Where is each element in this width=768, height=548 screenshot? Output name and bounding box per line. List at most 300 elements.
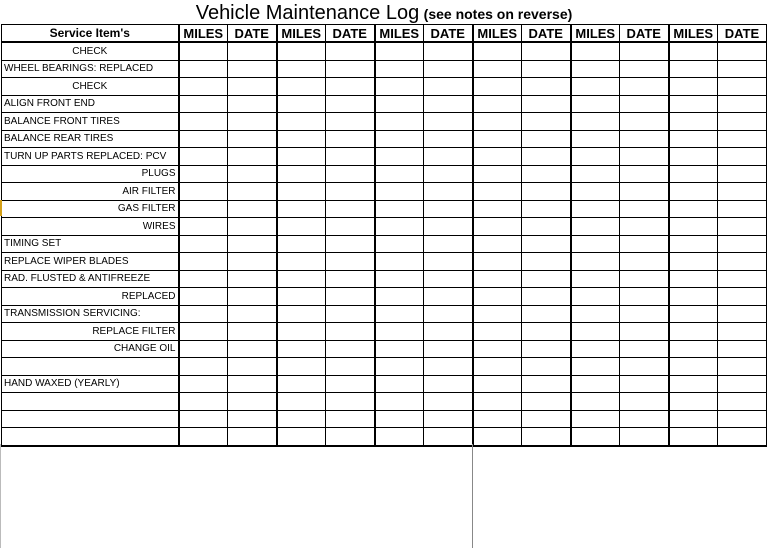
date-cell[interactable] [228, 358, 277, 376]
miles-cell[interactable] [277, 148, 326, 166]
miles-cell[interactable] [179, 200, 228, 218]
date-cell[interactable] [522, 130, 571, 148]
date-cell[interactable] [620, 183, 669, 201]
miles-cell[interactable] [571, 323, 620, 341]
miles-cell[interactable] [375, 200, 424, 218]
date-cell[interactable] [228, 288, 277, 306]
date-cell[interactable] [620, 410, 669, 428]
miles-cell[interactable] [571, 305, 620, 323]
miles-cell[interactable] [375, 235, 424, 253]
date-cell[interactable] [424, 165, 473, 183]
service-item-label[interactable]: TRANSMISSION SERVICING: [2, 305, 179, 323]
date-cell[interactable] [718, 270, 767, 288]
date-cell[interactable] [326, 42, 375, 60]
miles-cell[interactable] [669, 95, 718, 113]
date-cell[interactable] [424, 60, 473, 78]
miles-cell[interactable] [179, 130, 228, 148]
service-item-label[interactable]: WHEEL BEARINGS: REPLACED [2, 60, 179, 78]
miles-cell[interactable] [473, 165, 522, 183]
miles-cell[interactable] [277, 270, 326, 288]
date-cell[interactable] [718, 375, 767, 393]
date-cell[interactable] [424, 200, 473, 218]
miles-cell[interactable] [179, 218, 228, 236]
date-cell[interactable] [718, 218, 767, 236]
date-cell[interactable] [620, 60, 669, 78]
date-cell[interactable] [522, 235, 571, 253]
date-cell[interactable] [718, 235, 767, 253]
date-cell[interactable] [326, 288, 375, 306]
date-cell[interactable] [326, 358, 375, 376]
date-cell[interactable] [718, 410, 767, 428]
miles-cell[interactable] [375, 183, 424, 201]
date-cell[interactable] [718, 340, 767, 358]
miles-cell[interactable] [179, 358, 228, 376]
date-cell[interactable] [326, 78, 375, 96]
miles-cell[interactable] [571, 148, 620, 166]
miles-column-header[interactable]: MILES [669, 25, 718, 43]
date-cell[interactable] [424, 358, 473, 376]
date-cell[interactable] [228, 410, 277, 428]
date-cell[interactable] [522, 113, 571, 131]
miles-cell[interactable] [473, 410, 522, 428]
service-item-label[interactable] [2, 428, 179, 446]
date-cell[interactable] [228, 340, 277, 358]
date-column-header[interactable]: DATE [228, 25, 277, 43]
service-item-label[interactable]: CHECK [2, 42, 179, 60]
service-item-label[interactable]: REPLACE WIPER BLADES [2, 253, 179, 271]
date-cell[interactable] [228, 42, 277, 60]
date-cell[interactable] [228, 270, 277, 288]
miles-cell[interactable] [179, 95, 228, 113]
miles-cell[interactable] [473, 358, 522, 376]
miles-cell[interactable] [473, 95, 522, 113]
miles-cell[interactable] [179, 323, 228, 341]
date-cell[interactable] [522, 60, 571, 78]
date-cell[interactable] [718, 358, 767, 376]
service-item-label[interactable]: GAS FILTER [2, 200, 179, 218]
miles-cell[interactable] [375, 358, 424, 376]
miles-cell[interactable] [375, 78, 424, 96]
date-cell[interactable] [326, 165, 375, 183]
miles-cell[interactable] [473, 183, 522, 201]
date-cell[interactable] [522, 253, 571, 271]
miles-cell[interactable] [277, 393, 326, 411]
miles-cell[interactable] [375, 410, 424, 428]
miles-column-header[interactable]: MILES [179, 25, 228, 43]
miles-cell[interactable] [179, 113, 228, 131]
miles-cell[interactable] [277, 218, 326, 236]
miles-cell[interactable] [277, 323, 326, 341]
date-cell[interactable] [718, 288, 767, 306]
service-item-label[interactable]: CHECK [2, 78, 179, 96]
date-cell[interactable] [620, 95, 669, 113]
date-cell[interactable] [620, 323, 669, 341]
miles-cell[interactable] [571, 200, 620, 218]
miles-cell[interactable] [473, 375, 522, 393]
miles-cell[interactable] [277, 42, 326, 60]
date-cell[interactable] [522, 270, 571, 288]
date-column-header[interactable]: DATE [326, 25, 375, 43]
date-cell[interactable] [326, 340, 375, 358]
date-cell[interactable] [620, 270, 669, 288]
date-cell[interactable] [424, 410, 473, 428]
miles-cell[interactable] [571, 130, 620, 148]
date-cell[interactable] [326, 253, 375, 271]
date-cell[interactable] [424, 78, 473, 96]
date-cell[interactable] [424, 95, 473, 113]
date-cell[interactable] [718, 130, 767, 148]
miles-cell[interactable] [277, 200, 326, 218]
service-item-label[interactable]: AIR FILTER [2, 183, 179, 201]
miles-cell[interactable] [375, 113, 424, 131]
miles-cell[interactable] [571, 165, 620, 183]
date-cell[interactable] [326, 218, 375, 236]
date-cell[interactable] [522, 183, 571, 201]
miles-cell[interactable] [669, 183, 718, 201]
date-cell[interactable] [522, 42, 571, 60]
date-cell[interactable] [718, 148, 767, 166]
date-cell[interactable] [718, 42, 767, 60]
miles-cell[interactable] [669, 393, 718, 411]
date-cell[interactable] [228, 113, 277, 131]
miles-cell[interactable] [669, 218, 718, 236]
service-item-label[interactable]: WIRES [2, 218, 179, 236]
miles-cell[interactable] [277, 428, 326, 446]
miles-cell[interactable] [473, 235, 522, 253]
date-cell[interactable] [620, 288, 669, 306]
miles-cell[interactable] [179, 410, 228, 428]
miles-cell[interactable] [375, 60, 424, 78]
date-cell[interactable] [620, 305, 669, 323]
miles-cell[interactable] [473, 78, 522, 96]
miles-cell[interactable] [473, 148, 522, 166]
miles-cell[interactable] [571, 60, 620, 78]
miles-cell[interactable] [277, 358, 326, 376]
date-cell[interactable] [718, 305, 767, 323]
date-cell[interactable] [522, 393, 571, 411]
date-cell[interactable] [522, 218, 571, 236]
miles-cell[interactable] [669, 235, 718, 253]
miles-cell[interactable] [669, 340, 718, 358]
miles-cell[interactable] [473, 270, 522, 288]
miles-cell[interactable] [375, 253, 424, 271]
miles-column-header[interactable]: MILES [571, 25, 620, 43]
date-cell[interactable] [424, 113, 473, 131]
date-cell[interactable] [620, 165, 669, 183]
service-item-label[interactable]: REPLACE FILTER [2, 323, 179, 341]
miles-cell[interactable] [473, 323, 522, 341]
date-cell[interactable] [620, 218, 669, 236]
date-cell[interactable] [620, 235, 669, 253]
service-items-header[interactable]: Service Item's [2, 25, 179, 43]
date-cell[interactable] [522, 200, 571, 218]
miles-cell[interactable] [375, 148, 424, 166]
date-cell[interactable] [228, 305, 277, 323]
miles-cell[interactable] [179, 270, 228, 288]
date-column-header[interactable]: DATE [718, 25, 767, 43]
date-cell[interactable] [718, 95, 767, 113]
date-cell[interactable] [424, 288, 473, 306]
miles-cell[interactable] [375, 288, 424, 306]
date-cell[interactable] [424, 393, 473, 411]
miles-cell[interactable] [179, 165, 228, 183]
date-column-header[interactable]: DATE [424, 25, 473, 43]
miles-cell[interactable] [375, 165, 424, 183]
miles-cell[interactable] [669, 410, 718, 428]
miles-cell[interactable] [669, 358, 718, 376]
date-cell[interactable] [718, 200, 767, 218]
date-cell[interactable] [424, 323, 473, 341]
date-cell[interactable] [620, 200, 669, 218]
miles-cell[interactable] [669, 200, 718, 218]
miles-cell[interactable] [571, 375, 620, 393]
miles-cell[interactable] [179, 288, 228, 306]
miles-cell[interactable] [473, 288, 522, 306]
miles-cell[interactable] [669, 148, 718, 166]
date-cell[interactable] [228, 218, 277, 236]
miles-cell[interactable] [277, 95, 326, 113]
miles-cell[interactable] [277, 253, 326, 271]
service-item-label[interactable]: PLUGS [2, 165, 179, 183]
date-cell[interactable] [718, 428, 767, 446]
date-cell[interactable] [228, 183, 277, 201]
service-item-label[interactable]: BALANCE REAR TIRES [2, 130, 179, 148]
date-cell[interactable] [228, 60, 277, 78]
date-cell[interactable] [326, 130, 375, 148]
date-cell[interactable] [228, 235, 277, 253]
miles-cell[interactable] [571, 42, 620, 60]
date-cell[interactable] [718, 323, 767, 341]
date-cell[interactable] [228, 130, 277, 148]
miles-cell[interactable] [571, 95, 620, 113]
date-cell[interactable] [620, 42, 669, 60]
date-cell[interactable] [424, 183, 473, 201]
miles-cell[interactable] [473, 113, 522, 131]
miles-cell[interactable] [669, 428, 718, 446]
miles-cell[interactable] [277, 130, 326, 148]
service-item-label[interactable] [2, 393, 179, 411]
miles-cell[interactable] [669, 113, 718, 131]
date-cell[interactable] [424, 270, 473, 288]
miles-cell[interactable] [277, 340, 326, 358]
miles-cell[interactable] [179, 393, 228, 411]
date-cell[interactable] [522, 148, 571, 166]
miles-column-header[interactable]: MILES [375, 25, 424, 43]
miles-cell[interactable] [179, 235, 228, 253]
date-cell[interactable] [522, 340, 571, 358]
miles-cell[interactable] [179, 428, 228, 446]
miles-cell[interactable] [375, 305, 424, 323]
miles-cell[interactable] [179, 42, 228, 60]
date-column-header[interactable]: DATE [620, 25, 669, 43]
date-cell[interactable] [718, 60, 767, 78]
date-cell[interactable] [326, 148, 375, 166]
date-cell[interactable] [620, 340, 669, 358]
miles-cell[interactable] [473, 253, 522, 271]
miles-column-header[interactable]: MILES [277, 25, 326, 43]
date-cell[interactable] [424, 218, 473, 236]
date-cell[interactable] [522, 358, 571, 376]
miles-cell[interactable] [571, 358, 620, 376]
service-item-label[interactable]: RAD. FLUSTED & ANTIFREEZE [2, 270, 179, 288]
miles-cell[interactable] [277, 165, 326, 183]
date-cell[interactable] [228, 95, 277, 113]
miles-cell[interactable] [473, 130, 522, 148]
miles-cell[interactable] [179, 253, 228, 271]
date-cell[interactable] [718, 165, 767, 183]
date-cell[interactable] [424, 305, 473, 323]
date-cell[interactable] [228, 323, 277, 341]
miles-cell[interactable] [571, 270, 620, 288]
date-cell[interactable] [620, 78, 669, 96]
miles-cell[interactable] [571, 235, 620, 253]
date-cell[interactable] [326, 305, 375, 323]
miles-cell[interactable] [277, 113, 326, 131]
date-cell[interactable] [326, 270, 375, 288]
date-cell[interactable] [718, 253, 767, 271]
date-cell[interactable] [326, 323, 375, 341]
service-item-label[interactable]: HAND WAXED (YEARLY) [2, 375, 179, 393]
miles-cell[interactable] [669, 305, 718, 323]
miles-cell[interactable] [669, 60, 718, 78]
miles-cell[interactable] [375, 340, 424, 358]
date-cell[interactable] [228, 165, 277, 183]
date-cell[interactable] [522, 410, 571, 428]
miles-cell[interactable] [571, 78, 620, 96]
miles-cell[interactable] [277, 410, 326, 428]
miles-cell[interactable] [179, 78, 228, 96]
date-cell[interactable] [326, 95, 375, 113]
miles-cell[interactable] [473, 42, 522, 60]
date-cell[interactable] [620, 130, 669, 148]
date-cell[interactable] [228, 148, 277, 166]
miles-cell[interactable] [669, 165, 718, 183]
miles-cell[interactable] [571, 218, 620, 236]
miles-cell[interactable] [669, 42, 718, 60]
date-column-header[interactable]: DATE [522, 25, 571, 43]
miles-cell[interactable] [669, 78, 718, 96]
date-cell[interactable] [522, 288, 571, 306]
date-cell[interactable] [424, 235, 473, 253]
date-cell[interactable] [228, 253, 277, 271]
date-cell[interactable] [522, 95, 571, 113]
date-cell[interactable] [522, 323, 571, 341]
miles-cell[interactable] [571, 288, 620, 306]
miles-cell[interactable] [669, 323, 718, 341]
date-cell[interactable] [620, 148, 669, 166]
miles-cell[interactable] [277, 375, 326, 393]
date-cell[interactable] [620, 428, 669, 446]
miles-cell[interactable] [473, 60, 522, 78]
miles-cell[interactable] [473, 428, 522, 446]
miles-cell[interactable] [571, 253, 620, 271]
miles-cell[interactable] [669, 270, 718, 288]
miles-cell[interactable] [473, 340, 522, 358]
miles-cell[interactable] [571, 183, 620, 201]
miles-cell[interactable] [669, 130, 718, 148]
service-item-label[interactable]: CHANGE OIL [2, 340, 179, 358]
miles-cell[interactable] [571, 428, 620, 446]
date-cell[interactable] [522, 78, 571, 96]
miles-cell[interactable] [571, 113, 620, 131]
miles-cell[interactable] [375, 42, 424, 60]
miles-cell[interactable] [375, 375, 424, 393]
miles-cell[interactable] [375, 130, 424, 148]
date-cell[interactable] [326, 428, 375, 446]
date-cell[interactable] [718, 78, 767, 96]
miles-cell[interactable] [179, 305, 228, 323]
date-cell[interactable] [326, 60, 375, 78]
miles-cell[interactable] [375, 95, 424, 113]
date-cell[interactable] [228, 78, 277, 96]
date-cell[interactable] [718, 393, 767, 411]
miles-cell[interactable] [277, 288, 326, 306]
date-cell[interactable] [424, 253, 473, 271]
date-cell[interactable] [326, 113, 375, 131]
date-cell[interactable] [228, 375, 277, 393]
miles-cell[interactable] [473, 200, 522, 218]
date-cell[interactable] [326, 410, 375, 428]
date-cell[interactable] [620, 358, 669, 376]
date-cell[interactable] [620, 375, 669, 393]
miles-cell[interactable] [375, 270, 424, 288]
service-item-label[interactable]: ALIGN FRONT END [2, 95, 179, 113]
date-cell[interactable] [326, 183, 375, 201]
date-cell[interactable] [424, 340, 473, 358]
miles-cell[interactable] [375, 323, 424, 341]
date-cell[interactable] [522, 375, 571, 393]
date-cell[interactable] [424, 428, 473, 446]
miles-column-header[interactable]: MILES [473, 25, 522, 43]
miles-cell[interactable] [669, 375, 718, 393]
date-cell[interactable] [620, 253, 669, 271]
date-cell[interactable] [228, 428, 277, 446]
date-cell[interactable] [522, 305, 571, 323]
date-cell[interactable] [326, 200, 375, 218]
date-cell[interactable] [718, 183, 767, 201]
date-cell[interactable] [522, 165, 571, 183]
miles-cell[interactable] [179, 375, 228, 393]
service-item-label[interactable]: TURN UP PARTS REPLACED: PCV [2, 148, 179, 166]
miles-cell[interactable] [277, 183, 326, 201]
miles-cell[interactable] [571, 410, 620, 428]
service-item-label[interactable] [2, 410, 179, 428]
miles-cell[interactable] [277, 235, 326, 253]
date-cell[interactable] [424, 375, 473, 393]
date-cell[interactable] [326, 393, 375, 411]
date-cell[interactable] [522, 428, 571, 446]
service-item-label[interactable] [2, 358, 179, 376]
service-item-label[interactable]: BALANCE FRONT TIRES [2, 113, 179, 131]
miles-cell[interactable] [669, 288, 718, 306]
miles-cell[interactable] [375, 218, 424, 236]
miles-cell[interactable] [571, 393, 620, 411]
date-cell[interactable] [326, 375, 375, 393]
miles-cell[interactable] [277, 60, 326, 78]
miles-cell[interactable] [179, 148, 228, 166]
date-cell[interactable] [228, 200, 277, 218]
date-cell[interactable] [228, 393, 277, 411]
miles-cell[interactable] [277, 78, 326, 96]
date-cell[interactable] [424, 130, 473, 148]
miles-cell[interactable] [473, 218, 522, 236]
service-item-label[interactable]: TIMING SET [2, 235, 179, 253]
miles-cell[interactable] [375, 428, 424, 446]
miles-cell[interactable] [571, 340, 620, 358]
date-cell[interactable] [718, 113, 767, 131]
miles-cell[interactable] [179, 340, 228, 358]
date-cell[interactable] [424, 42, 473, 60]
